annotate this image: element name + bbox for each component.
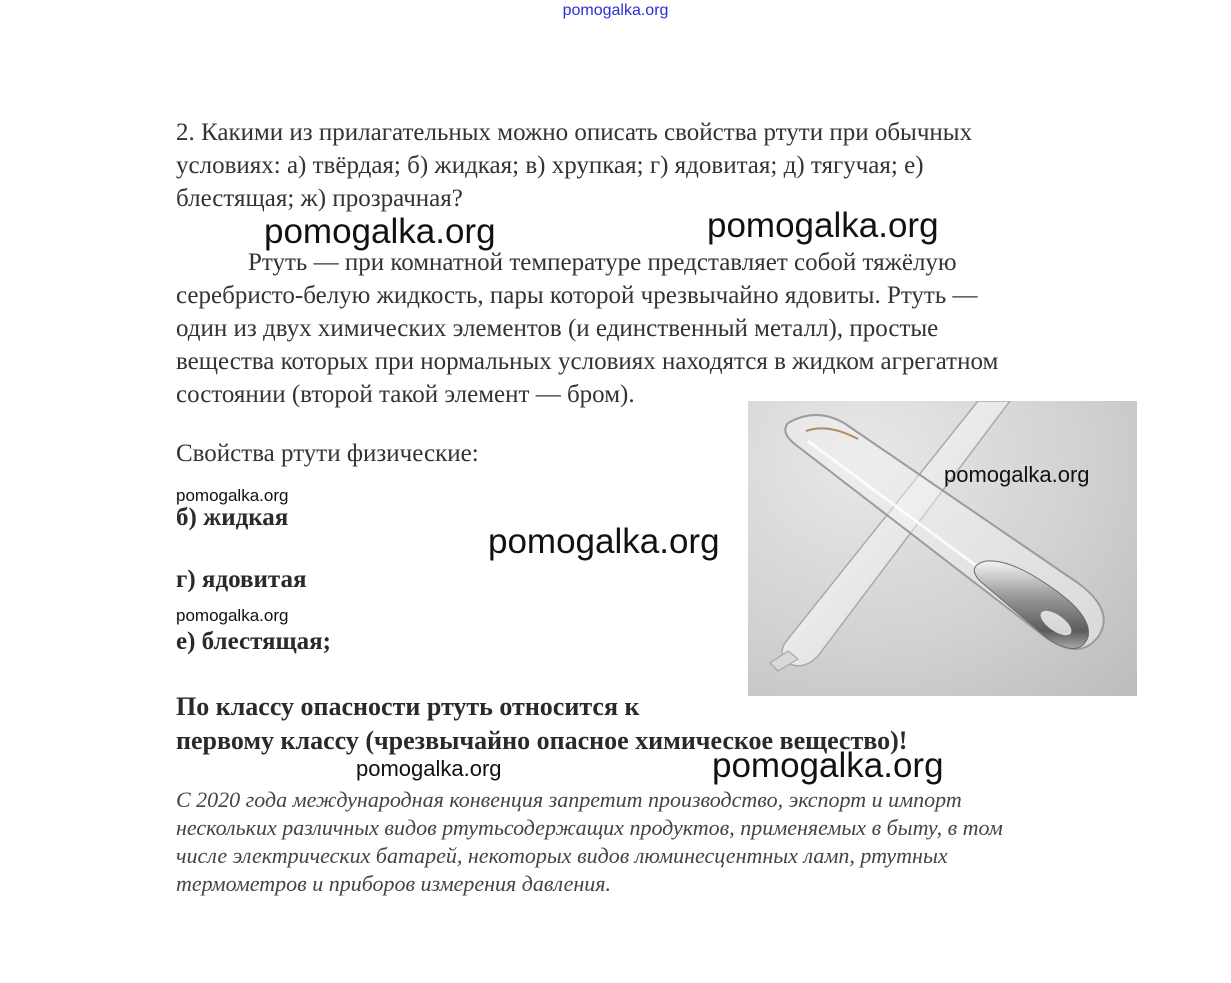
question-line: блестящая; ж) прозрачная?: [176, 185, 463, 212]
note-line: числе электрических батарей, некоторых видов люминесцентных ламп, ртутных: [176, 843, 948, 868]
note-line: нескольких различных видов ртутьсодержащих продуктов, применяемых в быту, в том: [176, 815, 1003, 840]
property-item: е) блестящая;: [176, 628, 332, 655]
paragraph-line: серебристо-белую жидкость, пары которой чрезвычайно ядовиты. Ртуть —: [176, 282, 978, 309]
danger-line: первому классу (чрезвычайно опасное химическое вещество)!: [176, 726, 908, 755]
note-line: термометров и приборов измерения давления.: [176, 871, 612, 896]
answer-paragraph: [176, 246, 1146, 411]
paragraph-line: один из двух химических элементов (и единственный металл), простые: [176, 315, 939, 342]
watermark: pomogalka.org: [944, 462, 1090, 487]
paragraph-line: состоянии (второй такой элемент — бром).: [176, 381, 635, 408]
watermark: pomogalka.org: [264, 212, 496, 251]
watermark: pomogalka.org: [712, 746, 944, 785]
paragraph-line: Ртуть — при комнатной температуре представляет собой тяжёлую: [248, 249, 957, 276]
watermark: pomogalka.org: [356, 756, 502, 781]
watermark: pomogalka.org: [176, 486, 289, 505]
danger-line: По классу опасности ртуть относится к: [176, 692, 640, 721]
convention-note: [176, 786, 1136, 898]
site-header-link[interactable]: pomogalka.org: [562, 2, 669, 19]
paragraph-line: вещества которых при нормальных условиях находятся в жидком агрегатном: [176, 348, 999, 375]
note-line: С 2020 года международная конвенция запретит производство, экспорт и импорт: [176, 787, 962, 812]
property-item: б) жидкая: [176, 504, 289, 531]
mercury-ampoule-photo: [748, 401, 1137, 696]
watermark: pomogalka.org: [488, 522, 720, 561]
mercury-ampoule-illustration: [748, 401, 1137, 696]
property-item: г) ядовитая: [176, 566, 307, 593]
properties-title: Свойства ртути физические:: [176, 440, 479, 467]
question-line: 2. Какими из прилагательных можно описать свойства ртути при обычных: [176, 119, 973, 146]
question-line: условиях: а) твёрдая; б) жидкая; в) хрупкая; г) ядовитая; д) тягучая; е): [176, 152, 924, 179]
question-text: [176, 116, 1136, 215]
watermark: pomogalka.org: [707, 206, 939, 245]
watermark: pomogalka.org: [176, 606, 289, 625]
